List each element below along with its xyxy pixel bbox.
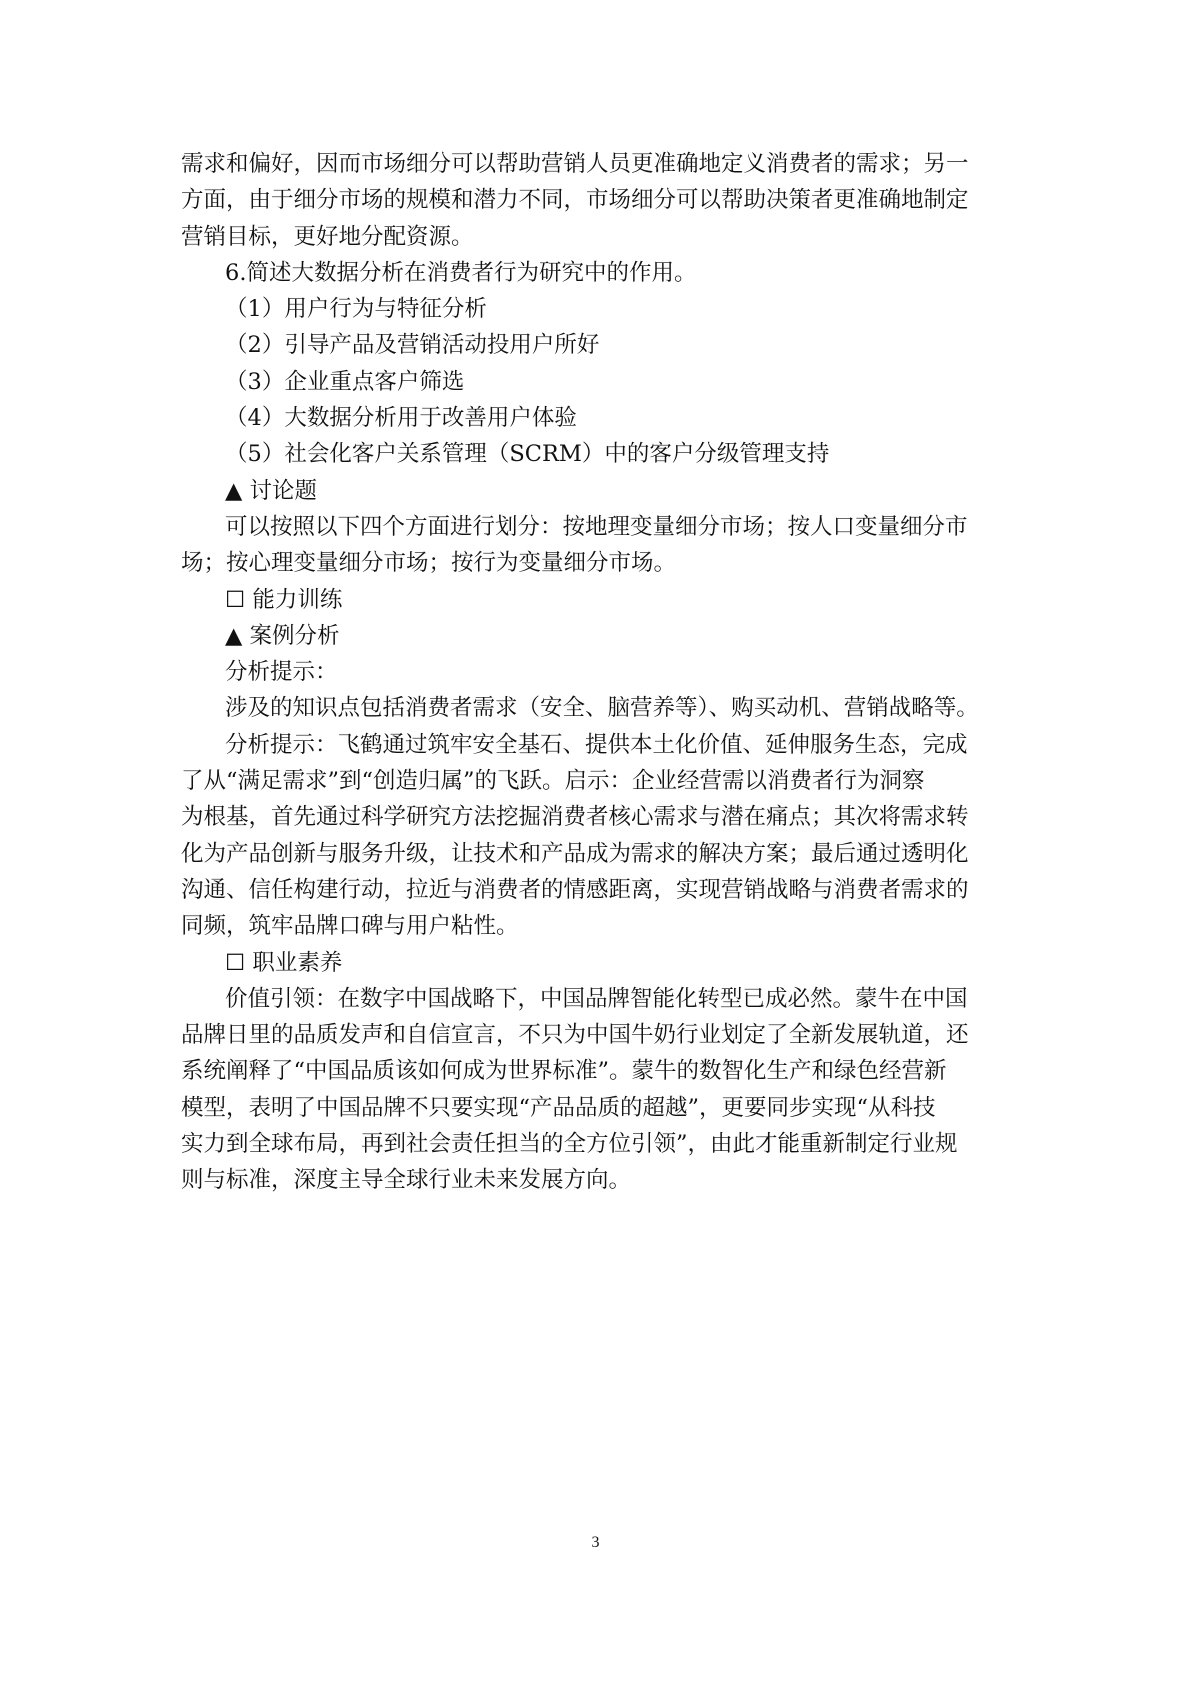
paragraph-line: 实力到全球布局，再到社会责任担当的全方位引领”，由此才能重新制定行业规 — [181, 1131, 958, 1158]
section-heading-ability: ☐ 能力训练 — [225, 586, 343, 613]
paragraph-line: 模型，表明了中国品牌不只要实现“产品品质的超越”，更要同步实现“从科技 — [181, 1094, 936, 1121]
paragraph-line: 营销目标，更好地分配资源。 — [181, 223, 474, 250]
paragraph-line: 品牌日里的品质发声和自信宣言，不只为中国牛奶行业划定了全新发展轨道，还 — [181, 1022, 969, 1049]
paragraph-line: 同频，筑牢品牌口碑与用户粘性。 — [181, 913, 519, 940]
section-heading-literacy: ☐ 职业素养 — [225, 949, 343, 976]
question-heading: 6.简述大数据分析在消费者行为研究中的作用。 — [225, 259, 697, 286]
page-number: 3 — [591, 1534, 600, 1551]
paragraph-line: 需求和偏好，因而市场细分可以帮助营销人员更准确地定义消费者的需求；另一 — [181, 151, 969, 177]
paragraph-line: 化为产品创新与服务升级，让技术和产品成为需求的解决方案；最后通过透明化 — [181, 840, 969, 867]
paragraph-line: 价值引领：在数字中国战略下，中国品牌智能化转型已成必然。蒙牛在中国 — [225, 985, 968, 1012]
paragraph-line: 可以按照以下四个方面进行划分：按地理变量细分市场；按人口变量细分市 — [225, 513, 968, 540]
paragraph-line: 系统阐释了“中国品质该如何成为世界标准”。蒙牛的数智化生产和绿色经营新 — [181, 1058, 947, 1085]
paragraph-line: 涉及的知识点包括消费者需求（安全、脑营养等）、购买动机、营销战略等。 — [225, 695, 979, 722]
document-body — [181, 146, 1011, 1199]
paragraph-line: 分析提示： — [225, 659, 338, 686]
paragraph-line: 了从“满足需求”到“创造归属”的飞跃。启示：企业经营需以消费者行为洞察 — [181, 768, 925, 795]
list-item: （4）大数据分析用于改善用户体验 — [225, 405, 577, 432]
paragraph-line: 方面，由于细分市场的规模和潜力不同，市场细分可以帮助决策者更准确地制定 — [181, 187, 969, 214]
list-item: （3）企业重点客户筛选 — [225, 368, 465, 395]
list-item: （1）用户行为与特征分析 — [225, 296, 487, 323]
section-heading-discussion: ▲ 讨论题 — [225, 477, 317, 504]
paragraph-line: 则与标准，深度主导全球行业未来发展方向。 — [181, 1167, 632, 1194]
list-item: （2）引导产品及营销活动投用户所好 — [225, 332, 600, 359]
section-heading-case: ▲ 案例分析 — [225, 622, 340, 649]
paragraph-line: 分析提示：飞鹤通过筑牢安全基石、提供本土化价值、延伸服务生态，完成 — [225, 731, 968, 758]
paragraph-line: 场；按心理变量细分市场；按行为变量细分市场。 — [181, 550, 677, 577]
paragraph-line: 为根基，首先通过科学研究方法挖掘消费者核心需求与潜在痛点；其次将需求转 — [181, 804, 969, 831]
paragraph-line: 沟通、信任构建行动，拉近与消费者的情感距离，实现营销战略与消费者需求的 — [181, 876, 969, 903]
list-item: （5）社会化客户关系管理（SCRM）中的客户分级管理支持 — [225, 441, 830, 468]
